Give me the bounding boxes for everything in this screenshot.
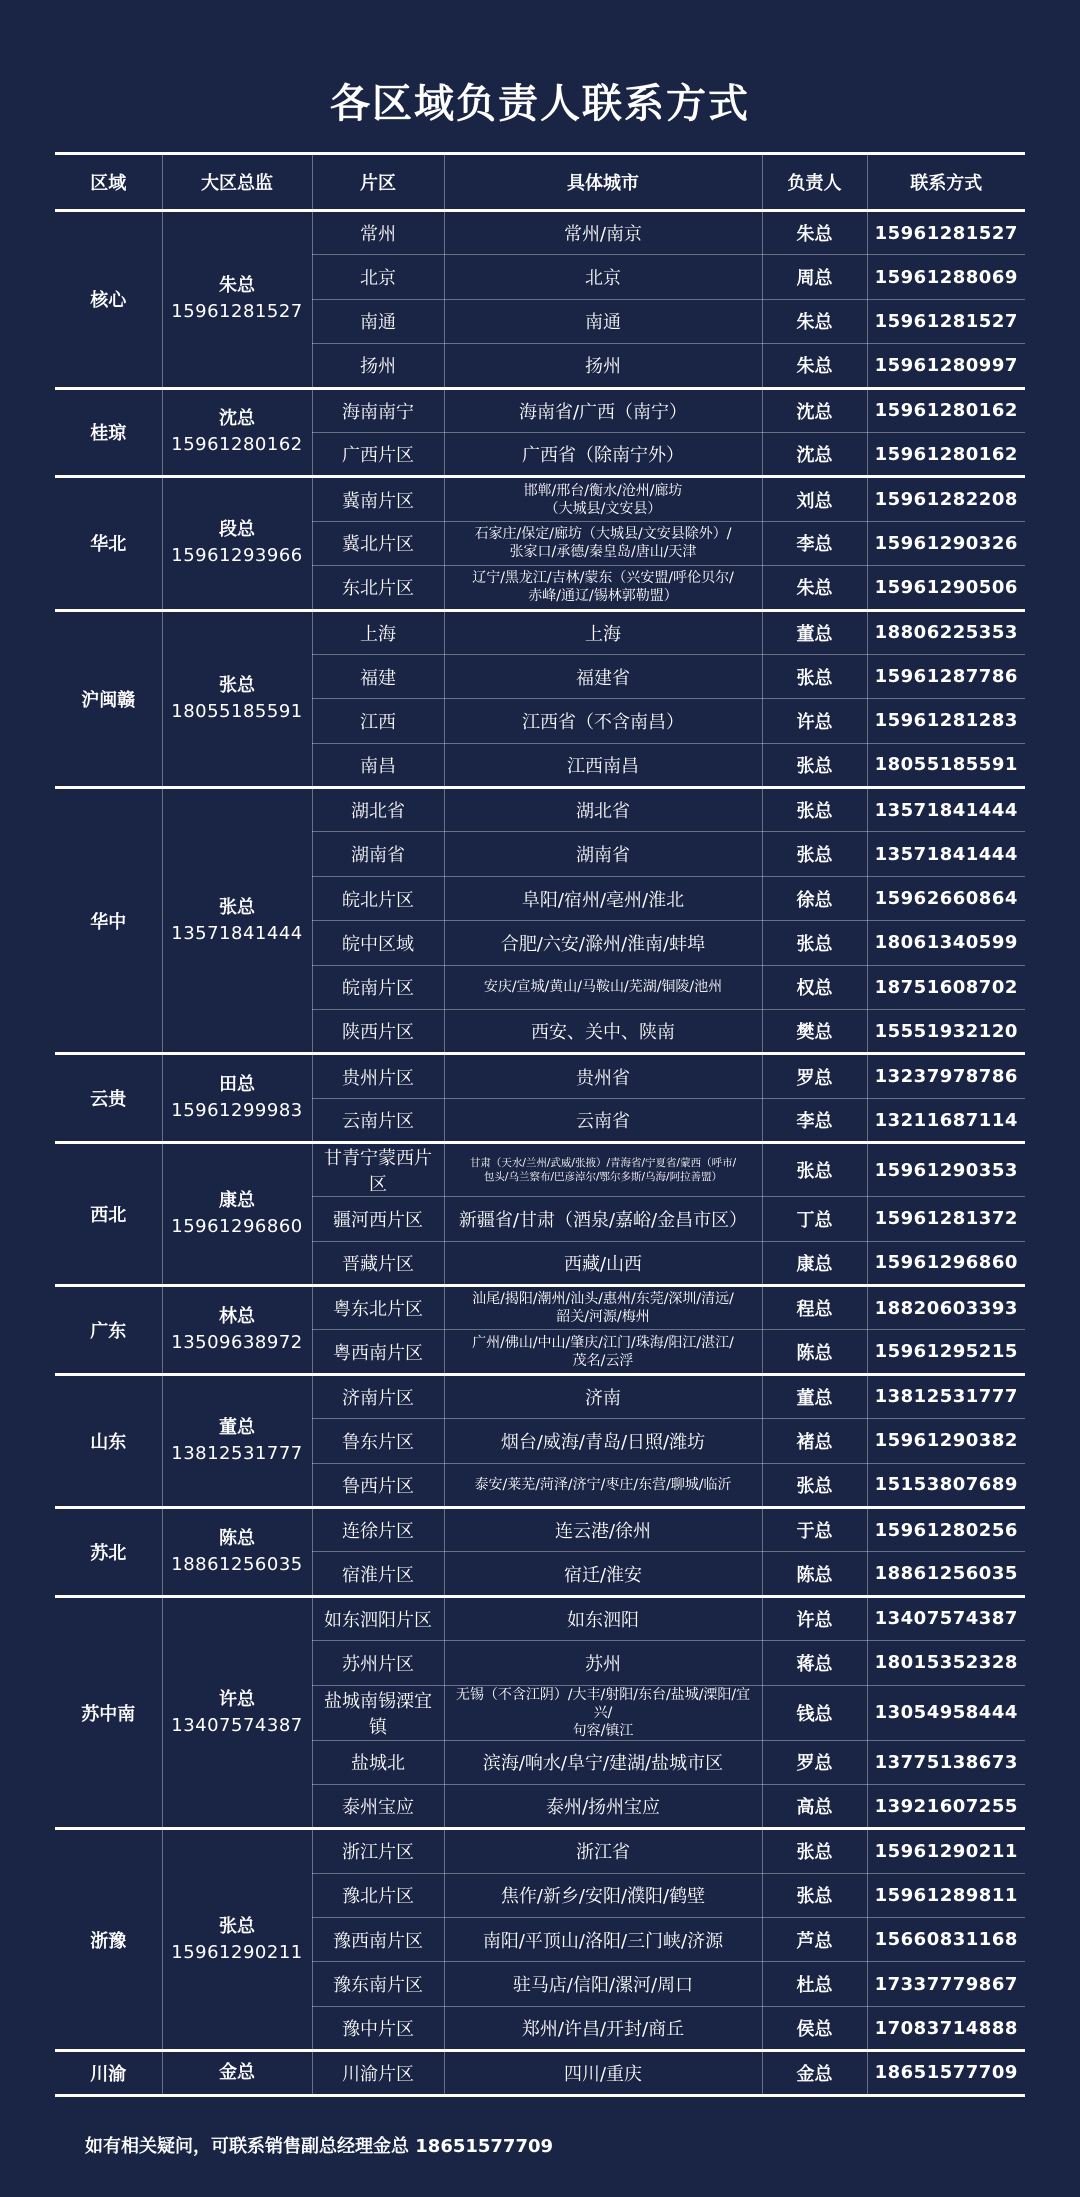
person-cell: 董总: [762, 610, 867, 654]
zone-cell: 川渝片区: [312, 2051, 444, 2095]
phone-cell: 15961281372: [867, 1197, 1025, 1241]
director-cell: [162, 1143, 312, 1286]
zone-cell: 泰州宝应: [312, 1784, 444, 1828]
zone-cell: 广西片区: [312, 432, 444, 476]
phone-cell: 13921607255: [867, 1784, 1025, 1828]
person-cell: 侯总: [762, 2006, 867, 2050]
region-cell: 广东: [55, 1285, 162, 1374]
person-cell: 陈总: [762, 1330, 867, 1374]
zone-cell: 豫北片区: [312, 1873, 444, 1917]
person-cell: 高总: [762, 1784, 867, 1828]
cities-cell: 烟台/威海/青岛/日照/潍坊: [444, 1419, 762, 1463]
zone-cell: 鲁东片区: [312, 1419, 444, 1463]
director-cell: [162, 1596, 312, 1829]
person-cell: 张总: [762, 1873, 867, 1917]
phone-cell: 15962660864: [867, 876, 1025, 920]
cities-cell: 辽宁/黑龙江/吉林/蒙东（兴安盟/呼伦贝尔/ 赤峰/通辽/锡林郭勒盟）: [444, 566, 762, 610]
cities-cell: 上海: [444, 610, 762, 654]
person-cell: 张总: [762, 1143, 867, 1197]
person-cell: 蒋总: [762, 1641, 867, 1685]
phone-cell: 15961289811: [867, 1873, 1025, 1917]
phone-cell: 17083714888: [867, 2006, 1025, 2050]
phone-cell: 13571841444: [867, 832, 1025, 876]
zone-cell: 江西: [312, 699, 444, 743]
cities-cell: 石家庄/保定/廊坊（大城县/文安县除外）/ 张家口/承德/秦皇岛/唐山/天津: [444, 521, 762, 565]
director-phone: 15961290211: [171, 1941, 303, 1963]
phone-cell: 18820603393: [867, 1285, 1025, 1329]
phone-cell: 13775138673: [867, 1740, 1025, 1784]
zone-cell: 盐城南锡溧宜镇: [312, 1685, 444, 1740]
cities-cell: 阜阳/宿州/亳州/淮北: [444, 876, 762, 920]
phone-cell: 13571841444: [867, 788, 1025, 832]
cities-cell: 贵州省: [444, 1054, 762, 1098]
cities-cell: 南通: [444, 299, 762, 343]
zone-cell: 粤西南片区: [312, 1330, 444, 1374]
person-cell: 沈总: [762, 388, 867, 432]
cities-cell: 福建省: [444, 654, 762, 698]
person-cell: 李总: [762, 1098, 867, 1142]
director-phone: 15961296860: [171, 1216, 303, 1238]
person-cell: 朱总: [762, 211, 867, 255]
phone-cell: 13054958444: [867, 1685, 1025, 1740]
person-cell: 丁总: [762, 1197, 867, 1241]
cities-cell: 浙江省: [444, 1829, 762, 1873]
cities-cell: 江西南昌: [444, 743, 762, 787]
person-cell: 康总: [762, 1241, 867, 1285]
table-row: [55, 477, 1025, 521]
zone-cell: 扬州: [312, 344, 444, 388]
zone-cell: 宿淮片区: [312, 1552, 444, 1596]
region-cell: 苏北: [55, 1507, 162, 1596]
person-cell: 朱总: [762, 566, 867, 610]
zone-cell: 湖南省: [312, 832, 444, 876]
cities-cell: 南阳/平顶山/洛阳/三门峡/济源: [444, 1918, 762, 1962]
cities-cell: 新疆省/甘肃（酒泉/嘉峪/金昌市区）: [444, 1197, 762, 1241]
table-row: [55, 1829, 1025, 1873]
cities-cell: 西安、关中、陕南: [444, 1010, 762, 1054]
region-cell: 山东: [55, 1374, 162, 1507]
phone-cell: 18861256035: [867, 1552, 1025, 1596]
zone-cell: 豫西南片区: [312, 1918, 444, 1962]
cities-cell: 汕尾/揭阳/潮州/汕头/惠州/东莞/深圳/清远/ 韶关/河源/梅州: [444, 1285, 762, 1329]
phone-cell: 17337779867: [867, 1962, 1025, 2006]
table-row: [55, 2051, 1025, 2095]
zone-cell: 皖中区域: [312, 921, 444, 965]
director-cell: [162, 2051, 312, 2095]
phone-cell: 15961290211: [867, 1829, 1025, 1873]
cities-cell: 江西省（不含南昌）: [444, 699, 762, 743]
zone-cell: 上海: [312, 610, 444, 654]
footer-note: 如有相关疑问，可联系销售副总经理金总 18651577709: [85, 2136, 554, 2157]
table-row: [55, 610, 1025, 654]
director-cell: [162, 1374, 312, 1507]
person-cell: 张总: [762, 788, 867, 832]
zone-cell: 甘青宁蒙西片区: [312, 1143, 444, 1197]
director-phone: 13812531777: [171, 1442, 303, 1464]
zone-cell: 皖南片区: [312, 965, 444, 1009]
cities-cell: 驻马店/信阳/漯河/周口: [444, 1962, 762, 2006]
zone-cell: 贵州片区: [312, 1054, 444, 1098]
cities-cell: 连云港/徐州: [444, 1507, 762, 1551]
phone-cell: 13407574387: [867, 1596, 1025, 1640]
person-cell: 张总: [762, 1829, 867, 1873]
zone-cell: 北京: [312, 255, 444, 299]
cities-cell: 扬州: [444, 344, 762, 388]
director-phone: 13407574387: [171, 1714, 303, 1736]
zone-cell: 云南片区: [312, 1098, 444, 1142]
table-body: [55, 211, 1025, 2096]
zone-cell: 陕西片区: [312, 1010, 444, 1054]
director-cell: [162, 788, 312, 1054]
person-cell: 沈总: [762, 432, 867, 476]
zone-cell: 连徐片区: [312, 1507, 444, 1551]
director-cell: [162, 1285, 312, 1374]
zone-cell: 如东泗阳片区: [312, 1596, 444, 1640]
cities-cell: 合肥/六安/滁州/淮南/蚌埠: [444, 921, 762, 965]
person-cell: 张总: [762, 832, 867, 876]
cities-cell: 无锡（不含江阴）/大丰/射阳/东台/盐城/溧阳/宜兴/ 句容/镇江: [444, 1685, 762, 1740]
person-cell: 权总: [762, 965, 867, 1009]
header-director: 大区总监: [162, 154, 312, 211]
director-name: 张总: [219, 674, 255, 696]
cities-cell: 如东泗阳: [444, 1596, 762, 1640]
phone-cell: 18015352328: [867, 1641, 1025, 1685]
cities-cell: 四川/重庆: [444, 2051, 762, 2095]
region-cell: 华中: [55, 788, 162, 1054]
person-cell: 张总: [762, 921, 867, 965]
director-name: 林总: [219, 1305, 255, 1327]
cities-cell: 焦作/新乡/安阳/濮阳/鹤壁: [444, 1873, 762, 1917]
zone-cell: 盐城北: [312, 1740, 444, 1784]
zone-cell: 湖北省: [312, 788, 444, 832]
header-cities: 具体城市: [444, 154, 762, 211]
director-phone: 13571841444: [171, 922, 303, 944]
person-cell: 陈总: [762, 1552, 867, 1596]
phone-cell: 15961290506: [867, 566, 1025, 610]
phone-cell: 18061340599: [867, 921, 1025, 965]
person-cell: 杜总: [762, 1962, 867, 2006]
phone-cell: 15961280162: [867, 388, 1025, 432]
header-zone: 片区: [312, 154, 444, 211]
cities-cell: 泰安/莱芜/菏泽/济宁/枣庄/东营/聊城/临沂: [444, 1463, 762, 1507]
phone-cell: 18055185591: [867, 743, 1025, 787]
cities-cell: 常州/南京: [444, 211, 762, 255]
person-cell: 罗总: [762, 1740, 867, 1784]
person-cell: 程总: [762, 1285, 867, 1329]
director-cell: [162, 211, 312, 389]
table-row: [55, 211, 1025, 255]
table-row: [55, 1374, 1025, 1418]
cities-cell: 湖北省: [444, 788, 762, 832]
director-name: 许总: [219, 1688, 255, 1710]
cities-cell: 邯郸/邢台/衡水/沧州/廊坊 （大城县/文安县）: [444, 477, 762, 521]
phone-cell: 13211687114: [867, 1098, 1025, 1142]
director-phone: 15961299983: [171, 1100, 303, 1122]
cities-cell: 广西省（除南宁外）: [444, 432, 762, 476]
header-phone: 联系方式: [867, 154, 1025, 211]
director-phone: 15961281527: [171, 301, 303, 323]
table-row: [55, 1143, 1025, 1197]
person-cell: 周总: [762, 255, 867, 299]
region-cell: 苏中南: [55, 1596, 162, 1829]
phone-cell: 18751608702: [867, 965, 1025, 1009]
table-row: [55, 1596, 1025, 1640]
person-cell: 张总: [762, 1463, 867, 1507]
region-cell: 云贵: [55, 1054, 162, 1143]
table-header-row: [55, 154, 1025, 211]
phone-cell: 15961280256: [867, 1507, 1025, 1551]
zone-cell: 苏州片区: [312, 1641, 444, 1685]
person-cell: 李总: [762, 521, 867, 565]
zone-cell: 南通: [312, 299, 444, 343]
director-name: 段总: [219, 519, 255, 541]
zone-cell: 常州: [312, 211, 444, 255]
director-phone: 15961280162: [171, 434, 303, 456]
phone-cell: 15961290326: [867, 521, 1025, 565]
zone-cell: 济南片区: [312, 1374, 444, 1418]
cities-cell: 北京: [444, 255, 762, 299]
zone-cell: 晋藏片区: [312, 1241, 444, 1285]
director-name: 张总: [219, 1915, 255, 1937]
zone-cell: 南昌: [312, 743, 444, 787]
phone-cell: 13237978786: [867, 1054, 1025, 1098]
director-name: 康总: [219, 1190, 255, 1212]
cities-cell: 滨海/响水/阜宁/建湖/盐城市区: [444, 1740, 762, 1784]
phone-cell: 15961281527: [867, 299, 1025, 343]
cities-cell: 郑州/许昌/开封/商丘: [444, 2006, 762, 2050]
table-row: [55, 1054, 1025, 1098]
director-name: 陈总: [219, 1527, 255, 1549]
director-name: 张总: [219, 896, 255, 918]
zone-cell: 鲁西片区: [312, 1463, 444, 1507]
phone-cell: 18651577709: [867, 2051, 1025, 2095]
phone-cell: 15961287786: [867, 654, 1025, 698]
region-cell: 川渝: [55, 2051, 162, 2095]
region-cell: 沪闽赣: [55, 610, 162, 788]
person-cell: 张总: [762, 743, 867, 787]
phone-cell: 15961280997: [867, 344, 1025, 388]
zone-cell: 皖北片区: [312, 876, 444, 920]
cities-cell: 湖南省: [444, 832, 762, 876]
person-cell: 朱总: [762, 299, 867, 343]
cities-cell: 济南: [444, 1374, 762, 1418]
phone-cell: 15660831168: [867, 1918, 1025, 1962]
header-person: 负责人: [762, 154, 867, 211]
cities-cell: 广州/佛山/中山/肇庆/江门/珠海/阳江/湛江/ 茂名/云浮: [444, 1330, 762, 1374]
zone-cell: 东北片区: [312, 566, 444, 610]
person-cell: 张总: [762, 654, 867, 698]
zone-cell: 豫东南片区: [312, 1962, 444, 2006]
person-cell: 刘总: [762, 477, 867, 521]
person-cell: 董总: [762, 1374, 867, 1418]
table-row: [55, 1507, 1025, 1551]
director-phone: 15961293966: [171, 545, 303, 567]
cities-cell: 云南省: [444, 1098, 762, 1142]
phone-cell: 15961281283: [867, 699, 1025, 743]
director-cell: [162, 477, 312, 610]
phone-cell: 15961280162: [867, 432, 1025, 476]
region-cell: 浙豫: [55, 1829, 162, 2051]
cities-cell: 西藏/山西: [444, 1241, 762, 1285]
director-cell: [162, 388, 312, 477]
phone-cell: 15961290382: [867, 1419, 1025, 1463]
director-phone: 18055185591: [171, 700, 303, 722]
zone-cell: 浙江片区: [312, 1829, 444, 1873]
phone-cell: 13812531777: [867, 1374, 1025, 1418]
director-name: 田总: [219, 1074, 255, 1096]
zone-cell: 粤东北片区: [312, 1285, 444, 1329]
person-cell: 钱总: [762, 1685, 867, 1740]
region-cell: 桂琼: [55, 388, 162, 477]
person-cell: 罗总: [762, 1054, 867, 1098]
person-cell: 徐总: [762, 876, 867, 920]
zone-cell: 豫中片区: [312, 2006, 444, 2050]
cities-cell: 甘肃（天水/兰州/武威/张掖）/青海省/宁夏省/蒙西（呼市/ 包头/乌兰察布/巴彦淖尔/鄂尔多斯/乌海/阿拉善盟）: [444, 1143, 762, 1197]
phone-cell: 15961281527: [867, 211, 1025, 255]
header-region: 区域: [55, 154, 162, 211]
zone-cell: 冀南片区: [312, 477, 444, 521]
zone-cell: 疆河西片区: [312, 1197, 444, 1241]
person-cell: 许总: [762, 1596, 867, 1640]
cities-cell: 海南省/广西（南宁）: [444, 388, 762, 432]
phone-cell: 15961288069: [867, 255, 1025, 299]
phone-cell: 15961296860: [867, 1241, 1025, 1285]
cities-cell: 宿迁/淮安: [444, 1552, 762, 1596]
zone-cell: 福建: [312, 654, 444, 698]
region-cell: 华北: [55, 477, 162, 610]
phone-cell: 18806225353: [867, 610, 1025, 654]
director-name: 金总: [219, 2061, 255, 2083]
region-cell: 核心: [55, 211, 162, 389]
director-name: 董总: [219, 1416, 255, 1438]
phone-cell: 15961295215: [867, 1330, 1025, 1374]
phone-cell: 15551932120: [867, 1010, 1025, 1054]
phone-cell: 15961282208: [867, 477, 1025, 521]
cities-cell: 安庆/宣城/黄山/马鞍山/芜湖/铜陵/池州: [444, 965, 762, 1009]
cities-cell: 泰州/扬州宝应: [444, 1784, 762, 1828]
director-name: 沈总: [219, 408, 255, 430]
director-cell: [162, 1507, 312, 1596]
page-title: 各区域负责人联系方式: [330, 81, 750, 127]
person-cell: 芦总: [762, 1918, 867, 1962]
person-cell: 于总: [762, 1507, 867, 1551]
director-name: 朱总: [219, 275, 255, 297]
director-phone: 13509638972: [171, 1331, 303, 1353]
person-cell: 樊总: [762, 1010, 867, 1054]
table-row: [55, 1285, 1025, 1329]
phone-cell: 15153807689: [867, 1463, 1025, 1507]
cities-cell: 苏州: [444, 1641, 762, 1685]
table-row: [55, 388, 1025, 432]
person-cell: 褚总: [762, 1419, 867, 1463]
director-phone: 18861256035: [171, 1553, 303, 1575]
person-cell: 朱总: [762, 344, 867, 388]
director-cell: [162, 1829, 312, 2051]
region-cell: 西北: [55, 1143, 162, 1286]
director-cell: [162, 610, 312, 788]
person-cell: 许总: [762, 699, 867, 743]
table-row: [55, 788, 1025, 832]
zone-cell: 冀北片区: [312, 521, 444, 565]
phone-cell: 15961290353: [867, 1143, 1025, 1197]
contacts-table: [55, 152, 1025, 2097]
person-cell: 金总: [762, 2051, 867, 2095]
zone-cell: 海南南宁: [312, 388, 444, 432]
director-cell: [162, 1054, 312, 1143]
